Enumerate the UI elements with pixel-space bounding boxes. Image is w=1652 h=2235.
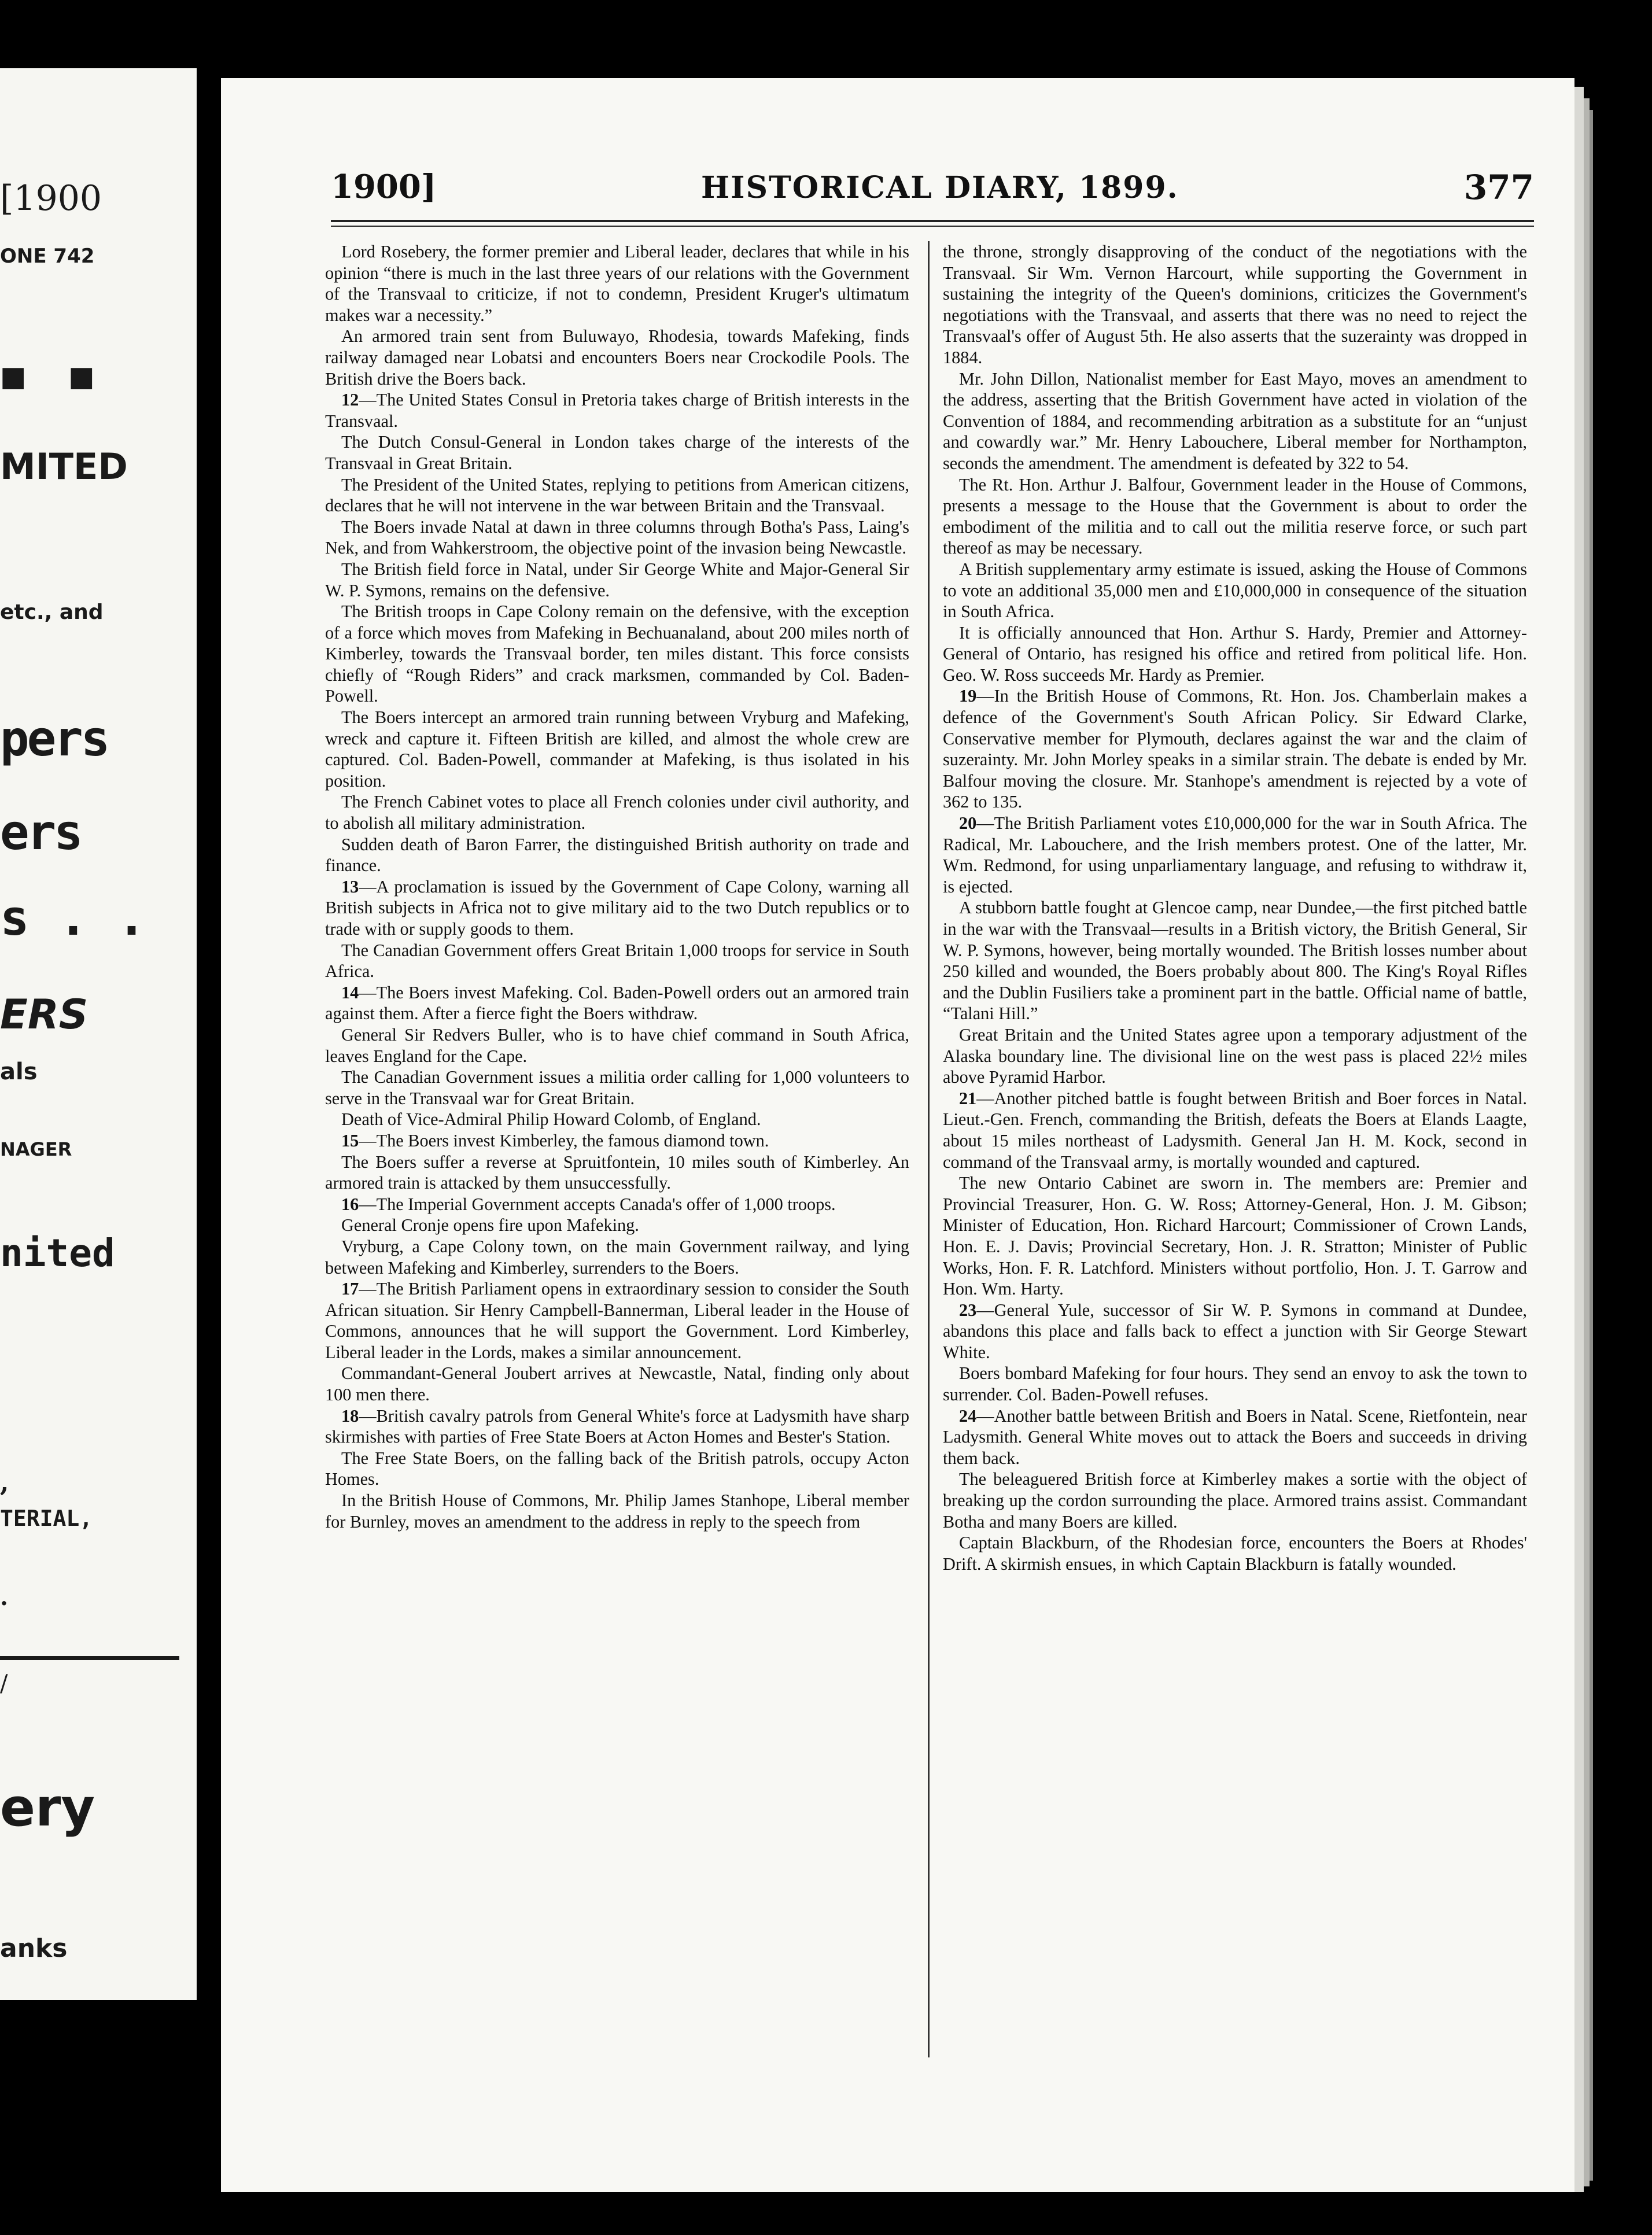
entry-day-number: 13: [341, 876, 359, 897]
entry-text: Great Britain and the United States agree upon a temporary adjustment of the Alaska boundary line. The divisional line on the west pass is placed 22½ miles above Pyramid Harbor.: [943, 1024, 1527, 1087]
entry-text: The Free State Boers, on the falling back of the British patrols, occupy Acton Homes.: [325, 1448, 909, 1489]
left-page-ad-line-6: NAGER: [0, 1138, 72, 1160]
left-page-comma: ,: [0, 1468, 9, 1498]
diary-entry: [325, 1024, 909, 1067]
diary-entry: [943, 368, 1527, 474]
entry-text: The Boers suffer a reverse at Spruitfontein, 10 miles south of Kimberley. An armored train is attacked by them unsuccessfully.: [325, 1152, 909, 1193]
header-rule: [331, 220, 1534, 222]
entry-day-number: 18: [341, 1406, 359, 1426]
left-page-tick-mark: /: [0, 1670, 8, 1697]
diary-entry: [943, 897, 1527, 1024]
entry-text: —Another pitched battle is fought between British and Boer forces in Natal. Lieut.-Gen. French, commanding the British, defeats the Boers at Elands Laagte, about 15 miles northeast of Ladysmith. General Jan H. M. Kock, second in command of the Transvaal army, is mortally wounded and captured.: [943, 1088, 1527, 1172]
diary-entry: [325, 241, 909, 326]
left-page-ad-line-5: als: [0, 1059, 38, 1085]
page-edge: [1590, 110, 1593, 2181]
left-page-etc-fragment: etc., and: [0, 600, 104, 624]
entry-day-number: 20: [959, 813, 977, 833]
entry-text: The new Ontario Cabinet are sworn in. The members are: Premier and Provincial Treasurer, Hon. G. W. Ross; Attorney-General, Hon. J. M. Gibson; Minister of Education, Hon. Richard Harcourt; Commissioner of Crown Lands, Hon. E. J. Davis; Provincial Secretary, Hon. J. R. Stratton; Minister of Public Works, Hon. F. R. Latchford. Ministers without portfolio, Hon. J. T. Garrow and Hon. Wm. Harty.: [943, 1173, 1527, 1299]
header-year: 1900]: [331, 168, 437, 206]
diary-entry: [325, 474, 909, 517]
diary-entry: [325, 707, 909, 791]
entry-text: Lord Rosebery, the former premier and Liberal leader, declares that while in his opinion “there is much in the last three years of our relations with the Government of the Transvaal to criticize, if not to condemn, President Kruger's ultimatum makes war a necessity.”: [325, 242, 909, 325]
entry-text: General Sir Redvers Buller, who is to have chief command in South Africa, leaves England for the Cape.: [325, 1024, 909, 1066]
left-page-ery-fragment: ery: [0, 1777, 95, 1838]
diary-entry: [325, 1067, 909, 1109]
diary-entry: [943, 474, 1527, 559]
left-page-ad-line-2: ers: [0, 804, 81, 861]
entry-day-number: 15: [341, 1130, 359, 1150]
entry-text: A British supplementary army estimate is issued, asking the House of Commons to vote an additional 35,000 men and £10,000,000 in consequence of the situation in South Africa.: [943, 559, 1527, 622]
diary-entry: [943, 1406, 1527, 1469]
diary-entry: [325, 1490, 909, 1532]
entry-day-number: 19: [959, 686, 977, 706]
entry-text: The British troops in Cape Colony remain on the defensive, with the exception of a force which moves from Mafeking in Bechuanaland, about 200 miles north of Kimberley, towards the Transvaal border, ten miles distant. This force consists chiefly of “Rough Riders” and crack marksmen, commanded by Col. Baden-Powell.: [325, 602, 909, 706]
diary-entry: [943, 622, 1527, 686]
entry-text: The beleaguered British force at Kimberley makes a sortie with the object of breaking up the cordon surrounding the place. Armored trains assist. Commandant Botha and many Boers are killed.: [943, 1469, 1527, 1532]
entry-text: The Boers invade Natal at dawn in three columns through Botha's Pass, Laing's Nek, and from Wahkerstroom, the objective point of the invasion being Newcastle.: [325, 517, 909, 558]
page-edge: [1574, 87, 1584, 2192]
diary-entry: [325, 326, 909, 389]
left-page-rule: [0, 1656, 179, 1660]
diary-entry: [325, 559, 909, 601]
entry-day-number: 17: [341, 1279, 359, 1299]
entry-text: —The Imperial Government accepts Canada's offer of 1,000 troops.: [359, 1194, 836, 1214]
diary-entry: [943, 1172, 1527, 1300]
diary-entry: [325, 1215, 909, 1236]
entry-day-number: 24: [959, 1406, 977, 1426]
entry-text: Death of Vice-Admiral Philip Howard Colomb, of England.: [341, 1109, 761, 1130]
diary-entry: [325, 791, 909, 833]
entry-text: The Rt. Hon. Arthur J. Balfour, Government leader in the House of Commons, presents a message to the House that the Government is about to order the embodiment of the militia and to call out the militia reserve force, or such part thereof as may be necessary.: [943, 474, 1527, 558]
diary-entry: [325, 1278, 909, 1363]
diary-entry: [325, 431, 909, 474]
left-page-ad-line-1: pers: [0, 710, 108, 767]
left-page-ad-line-7: nited: [0, 1231, 115, 1275]
entry-text: Commandant-General Joubert arrives at Newcastle, Natal, finding only about 100 men there.: [325, 1363, 909, 1405]
left-page-anks-fragment: anks: [0, 1934, 68, 1963]
diary-entry: [325, 940, 909, 982]
entry-text: The Boers intercept an armored train running between Vryburg and Mafeking, wreck and capture it. Fifteen British are killed, and almost the whole crew are captured. Col. Baden-Powell, commander at Mafeking, is thus isolated in his position.: [325, 707, 909, 791]
left-page-bullets: ■ ■: [0, 360, 111, 393]
diary-entry: [943, 813, 1527, 897]
header-title: HISTORICAL DIARY, 1899.: [701, 170, 1179, 205]
entry-text: —Another battle between British and Boers in Natal. Scene, Rietfontein, near Ladysmith. General White moves out to attack the Boers and succeeds in driving them back.: [943, 1406, 1527, 1468]
entry-text: —In the British House of Commons, Rt. Hon. Jos. Chamberlain makes a defence of the Government's South African Policy. Sir Edward Clarke, Conservative member for Plymouth, declares against the war and the claim of suzerainty. Mr. John Morley speaks in a similar strain. The debate is ended by Mr. Balfour moving the closure. Mr. Stanhope's amendment is rejected by a vote of 362 to 135.: [943, 686, 1527, 812]
entry-text: It is officially announced that Hon. Arthur S. Hardy, Premier and Attorney-General of Ontario, has resigned his office and retired from political life. Hon. Geo. W. Ross succeeds Mr. Hardy as Premier.: [943, 622, 1527, 685]
entry-text: —General Yule, successor of Sir W. P. Symons in command at Dundee, abandons this place and falls back to effect a junction with Sir George Stewart White.: [943, 1300, 1527, 1362]
page-number: 377: [1463, 168, 1534, 207]
left-page-ad-line-3: s . .: [0, 890, 146, 946]
diary-entry: [943, 241, 1527, 368]
entry-text: The Dutch Consul-General in London takes charge of the interests of the Transvaal in Great Britain.: [325, 432, 909, 473]
entry-text: Sudden death of Baron Farrer, the distinguished British authority on trade and finance.: [325, 834, 909, 876]
diary-entry: [325, 1363, 909, 1405]
page-edge: [1584, 98, 1590, 2186]
entry-text: —A proclamation is issued by the Government of Cape Colony, warning all British subjects in Africa not to give military aid to the two Dutch republics or to trade with or supply goods to them.: [325, 876, 909, 939]
diary-entry: [943, 1363, 1527, 1405]
header-rule: [331, 226, 1534, 227]
diary-entry: [325, 601, 909, 707]
entry-text: —The Boers invest Kimberley, the famous diamond town.: [359, 1130, 769, 1150]
entry-text: A stubborn battle fought at Glencoe camp, near Dundee,—the first pitched battle in the war with the Transvaal—results in a British victory, the British General, Sir W. P. Symons, however, being mortally wounded. The British losses number about 250 killed and wounded, the Boers probably about 800. The King's Royal Rifles and the Dublin Fusiliers take a prominent part in the battle. Official name of battle, “Talani Hill.”: [943, 898, 1527, 1024]
entry-text: General Cronje opens fire upon Mafeking.: [341, 1215, 639, 1235]
entry-text: —British cavalry patrols from General White's force at Ladysmith have sharp skirmishes with parties of Free State Boers at Acton Homes and Bester's Station.: [325, 1406, 909, 1447]
left-facing-page: [0, 68, 197, 2000]
entry-text: Vryburg, a Cape Colony town, on the main Government railway, and lying between Mafeking and Kimberley, surrenders to the Boers.: [325, 1236, 909, 1278]
entry-text: The French Cabinet votes to place all French colonies under civil authority, and to abolish all military administration.: [325, 792, 909, 833]
entry-day-number: 21: [959, 1088, 977, 1108]
entry-text: The Canadian Government issues a militia order calling for 1,000 volunteers to serve in the Transvaal war for Great Britain.: [325, 1067, 909, 1108]
entry-text: An armored train sent from Buluwayo, Rhodesia, towards Mafeking, finds railway damaged near Lobatsi and encounters Boers near Crockodile Pools. The British drive the Boers back.: [325, 326, 909, 389]
entry-text: In the British House of Commons, Mr. Philip James Stanhope, Liberal member for Burnley, moves an amendment to the address in reply to the speech from: [325, 1491, 909, 1532]
entry-text: The British field force in Natal, under Sir George White and Major-General Sir W. P. Symons, remains on the defensive.: [325, 559, 909, 600]
left-page-phone-fragment: ONE 742: [0, 245, 95, 268]
left-page-dot: .: [0, 1584, 8, 1611]
diary-page: [221, 78, 1574, 2192]
entry-text: Boers bombard Mafeking for four hours. They send an envoy to ask the town to surrender. Col. Baden-Powell refuses.: [943, 1363, 1527, 1405]
running-header: [331, 168, 1534, 214]
entry-day-number: 12: [341, 390, 359, 410]
entry-text: —The British Parliament votes £10,000,000 for the war in South Africa. The Radical, Mr. Labouchere, and the Irish members protest. One of the latter, Mr. Wm. Redmond, for using unparliamentary language, and refusing to withdraw it, is ejected.: [943, 813, 1527, 897]
left-page-ad-line-4: ERS: [0, 991, 89, 1038]
diary-entry: [943, 1024, 1527, 1088]
left-page-year-fragment: [1900: [0, 178, 102, 219]
diary-entry: [943, 559, 1527, 622]
left-text-column: [325, 241, 909, 2052]
diary-entry: [325, 1109, 909, 1130]
entry-text: Captain Blackburn, of the Rhodesian force, encounters the Boers at Rhodes' Drift. A skirmish ensues, in which Captain Blackburn is fatally wounded.: [943, 1533, 1527, 1574]
diary-entry: [943, 1300, 1527, 1363]
diary-entry: [325, 834, 909, 876]
diary-entry: [325, 876, 909, 940]
diary-entry: [943, 1469, 1527, 1532]
diary-entry: [325, 982, 909, 1024]
diary-entry: [325, 1406, 909, 1448]
diary-entry: [943, 1088, 1527, 1172]
diary-entry: [325, 1194, 909, 1215]
entry-text: —The United States Consul in Pretoria takes charge of British interests in the Transvaal.: [325, 390, 909, 431]
entry-text: The Canadian Government offers Great Britain 1,000 troops for service in South Africa.: [325, 940, 909, 982]
entry-text: Mr. John Dillon, Nationalist member for East Mayo, moves an amendment to the address, asserting that the British Government have acted in violation of the Convention of 1884, and recommending arbitration as a substitute for an “unjust and cowardly war.” Mr. Henry Labouchere, Liberal member for Northampton, seconds the amendment. The amendment is defeated by 322 to 54.: [943, 368, 1527, 473]
left-page-limited-fragment: MITED: [0, 445, 128, 488]
diary-entry: [325, 1152, 909, 1194]
entry-text: —The Boers invest Mafeking. Col. Baden-Powell orders out an armored train against them. After a fierce fight the Boers withdraw.: [325, 982, 909, 1024]
entry-day-number: 14: [341, 982, 359, 1002]
left-page-terial-fragment: TERIAL,: [0, 1506, 93, 1531]
column-divider: [928, 241, 930, 2057]
right-text-column: [943, 241, 1527, 2052]
diary-entry: [325, 517, 909, 559]
diary-entry: [325, 1448, 909, 1490]
diary-entry: [943, 1532, 1527, 1574]
diary-entry: [325, 1130, 909, 1152]
entry-text: the throne, strongly disapproving of the conduct of the negotiations with the Transvaal. Sir Wm. Vernon Harcourt, while supporting the Government in sustaining the integrity of the Queen's dominions, criticizes the Government's negotiations with the Transvaal, and asserts that there was no need to reject the Transvaal's offer of August 5th. He also asserts that the suzerainty was dropped in 1884.: [943, 242, 1527, 367]
entry-day-number: 16: [341, 1194, 359, 1214]
diary-entry: [325, 1236, 909, 1278]
entry-text: —The British Parliament opens in extraordinary session to consider the South African situation. Sir Henry Campbell-Bannerman, Liberal leader in the House of Commons, announces that he will support the Government. Lord Kimberley, Liberal leader in the Lords, makes a similar announcement.: [325, 1279, 909, 1362]
entry-day-number: 23: [959, 1300, 977, 1320]
entry-text: The President of the United States, replying to petitions from American citizens, declares that he will not intervene in the war between Britain and the Transvaal.: [325, 474, 909, 516]
diary-entry: [325, 389, 909, 431]
diary-entry: [943, 685, 1527, 813]
